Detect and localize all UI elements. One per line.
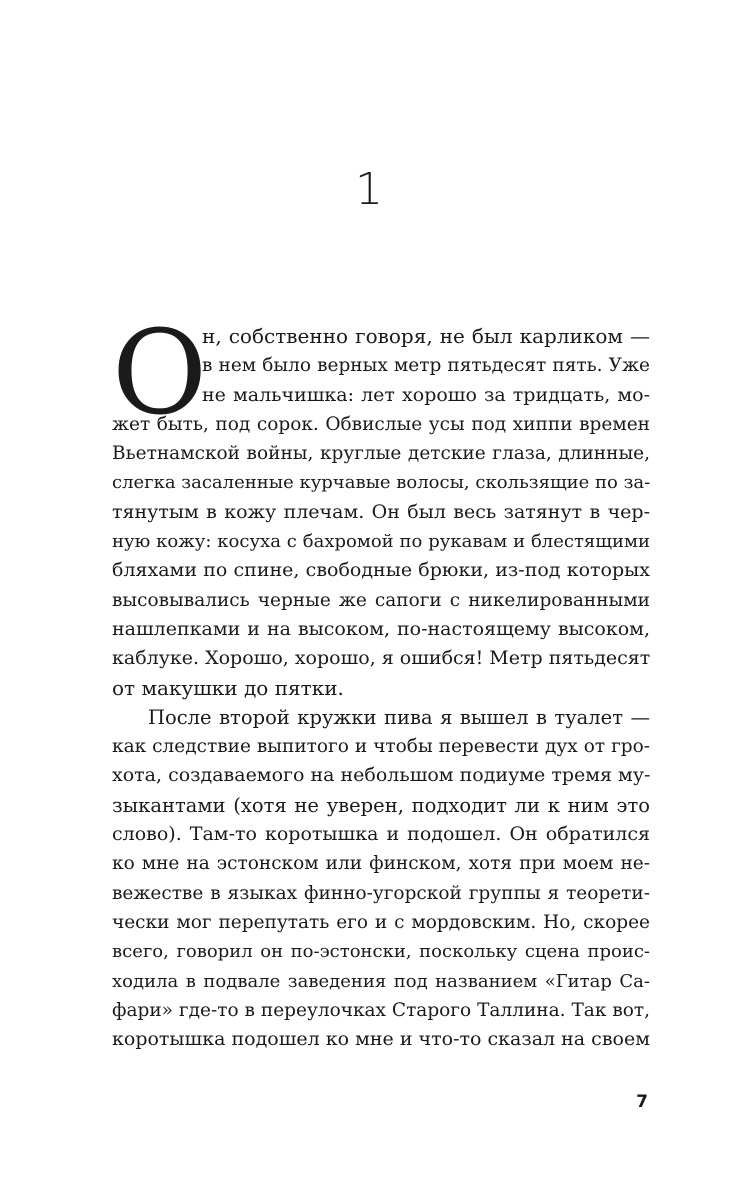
text-line: каблуке. Хорошо, хорошо, я ошибся! Метр пятьдесят — [112, 647, 651, 670]
drop-cap: О — [112, 306, 208, 441]
text-line: как следствие выпитого и чтобы перевести дух от гро- — [112, 736, 650, 758]
chapter-number: 1 — [355, 164, 383, 215]
text-line: чески мог перепутать его и с мордовским. Но, скорее — [112, 911, 650, 933]
text-line: н, собственно говоря, не был карликом — — [202, 324, 650, 348]
text-line: нашлепками и на высоком, по-настоящему высоком, — [112, 617, 650, 640]
page-number: 7 — [636, 1092, 648, 1112]
text-line: в нем было верных метр пятьдесят пять. Уже — [202, 355, 650, 377]
text-line: тянутым в кожу плечам. Он был весь затянут в чер- — [112, 500, 650, 523]
paragraph-1 — [112, 306, 651, 703]
text-line: от макушки до пятки. — [112, 675, 344, 700]
text-line: всего, говорил он по-эстонски, поскольку сцена проис- — [112, 941, 650, 963]
text-line: ко мне на эстонском или финском, хотя при моем не- — [112, 853, 650, 875]
text-line: жет быть, под сорок. Обвислые усы под хиппи времен — [112, 413, 650, 435]
text-line: вежестве в языках финно-угорской группы я теорети- — [112, 882, 650, 904]
text-line: Вьетнамской войны, круглые детские глаза, длинные, — [112, 443, 650, 465]
text-line: высовывались черные же сапоги с никелированными — [112, 589, 650, 611]
text-line: После второй кружки пива я вышел в туалет — — [148, 705, 650, 729]
body-text — [112, 306, 651, 1054]
text-line: зыкантами (хотя не уверен, подходит ли к ним это — [112, 793, 650, 817]
text-line: слегка засаленные курчавые волосы, скользящие по за- — [112, 472, 651, 494]
paragraph-2 — [112, 703, 650, 1055]
text-line: коротышка подошел ко мне и что-то сказал на своем — [112, 1028, 650, 1051]
text-line: ходила в подвале заведения под названием «Гитар Са- — [112, 970, 650, 992]
text-line: слово). Там-то коротышка и подошел. Он обратился — [112, 823, 650, 846]
text-line: хота, создаваемого на небольшом подиуме тремя му- — [112, 764, 651, 787]
text-line: бляхами по спине, свободные брюки, из-под которых — [112, 559, 650, 582]
text-line: ную кожу: косуха с бахромой по рукавам и блестящими — [112, 531, 650, 553]
text-line: фари» где-то в переулочках Старого Таллина. Так вот, — [112, 999, 650, 1021]
text-line: не мальчишка: лет хорошо за тридцать, мо- — [202, 383, 650, 406]
